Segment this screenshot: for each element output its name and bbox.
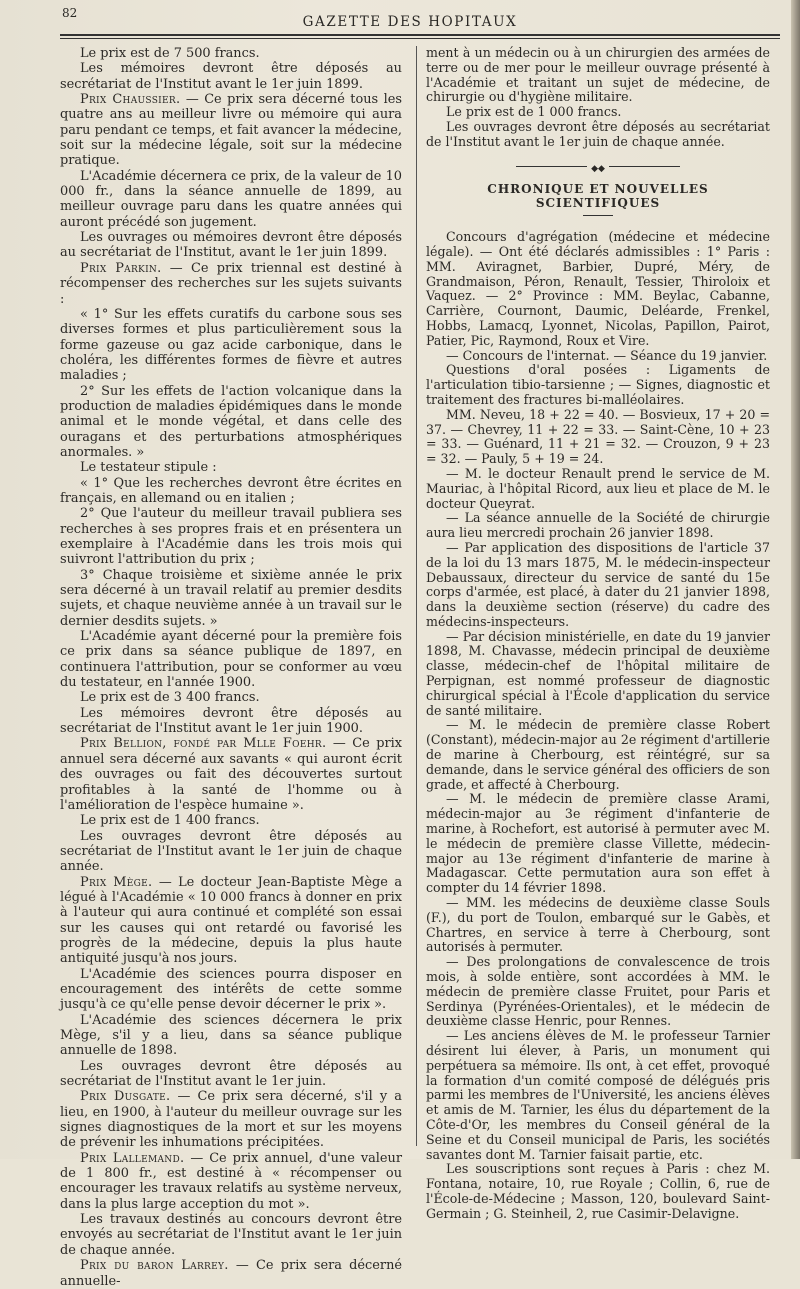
paragraph [60, 460, 402, 475]
paragraph-lead: Prix Mège. [80, 874, 153, 890]
paragraph-lead: Prix du baron Larrey. [80, 1258, 229, 1274]
section-title-rule [583, 215, 613, 216]
paragraph [60, 829, 402, 875]
paragraph-lead: Prix Bellion, fondé par Mlle Foehr. [80, 736, 327, 752]
paragraph-text: — Ce prix annuel, d'une valeur de 1 800 fr., est destiné à « récompenser ou encourager les travaux relatifs au système nerveux, dans la plus large acception du mot ». [60, 1150, 402, 1212]
paragraph [426, 46, 770, 105]
paragraph-text: — M. le docteur Renault prend le service de M. Mauriac, à l'hôpital Ricord, aux lieu et place de M. le docteur Queyrat. [426, 465, 770, 511]
paragraph [60, 568, 402, 629]
paragraph-text: L'Académie ayant décerné pour la première fois ce prix dans sa séance publique de 1897, en continuera l'attribution, pour se conformer au vœu du testateur, en l'année 1900. [60, 629, 402, 691]
paragraph-text: MM. Neveu, 18 + 22 = 40. — Bosvieux, 17 + 20 = 37. — Chevrey, 11 + 22 = 33. — Saint-Cène, 10 + 23 = 33. — Guénard, 11 + 21 = 32. — Crouzon, 9 + 23 = 32. — Pauly, 5 + 19 = 24. [426, 406, 770, 467]
paragraph [60, 506, 402, 567]
paragraph [60, 384, 402, 461]
paragraph [426, 105, 770, 120]
paragraph [426, 230, 770, 348]
paragraph-lead: Prix Dusgate. [80, 1089, 171, 1105]
paragraph [426, 363, 770, 407]
paragraph-text: — Les anciens élèves de M. le professeur Tarnier désirent lui élever, à Paris, un monument qui perpétuera sa mémoire. Ils ont, à cet effet, provoqué la formation d'un comité composé de délégués pris parmi les membres de l'Université, les anciens élèves et amis de M. Tarnier, les élus du département de la Côte-d'Or, les membres du Conseil général de la Seine et du Conseil municipal de Paris, les sociétés savantes dont M. Tarnier faisait partie, etc. [426, 1028, 770, 1162]
running-header: GAZETTE DES HOPITAUX [302, 14, 518, 30]
paragraph-text: — M. le médecin de première classe Arami, médecin-major au 3e régiment d'infanterie de marine, à Rochefort, est autorisé à permuter avec M. le médecin de première classe Villette, médecin-major au 13e régiment d'infanterie de marine à Madagascar. Cette permutation aura son effet à compter du 14 février 1898. [426, 791, 770, 896]
paragraph [426, 896, 770, 955]
paragraph [60, 967, 402, 1013]
paragraph-text: Le prix est de 7 500 francs. [80, 46, 260, 61]
paragraph-text: Le prix est de 1 000 francs. [446, 104, 622, 120]
header-rule-thin [60, 38, 780, 39]
page-edge-shadow [791, 0, 800, 1159]
paragraph [426, 408, 770, 467]
paragraph-text: Concours d'agrégation (médecine et médecine légale). — Ont été déclarés admissibles : 1° Paris : MM. Aviragnet, Barbier, Dupré, Méry, de Grandmaison, Péron, Renault, Tessier, Thiroloix et Vaquez. — 2° Province : MM. Beylac, Cabanne, Carrière, Cournont, Daumic, Deléarde, Frenkel, Hobbs, Lamacq, Lyonnet, Nicolas, Papillon, Pairot, Patier, Pic, Raymond, Roux et Vire. [426, 229, 770, 348]
right-column [426, 46, 770, 1222]
paragraph [60, 875, 402, 967]
paragraph-text: — Par décision ministérielle, en date du 19 janvier 1898, M. Chavasse, médecin principal de deuxième classe, médecin-chef de l'hôpital militaire de Perpignan, est nommé professeur de diagnostic chirurgical spécial à l'École d'application du service de santé militaire. [426, 628, 770, 718]
paragraph-text: Les travaux destinés au concours devront être envoyés au secrétariat de l'Institut avant le 1er juin de chaque année. [60, 1212, 402, 1258]
paragraph [60, 1151, 402, 1212]
paragraph-text: — Par application des dispositions de l'article 37 de la loi du 13 mars 1875, M. le médecin-inspecteur Debaussaux, directeur du service de santé du 15e corps d'armée, est placé, à dater du 21 janvier 1898, dans la deuxième section (réserve) du cadre des médecins-inspecteurs. [426, 539, 770, 629]
paragraph-lead: Prix Chaussier. [80, 92, 181, 108]
paragraph [60, 629, 402, 690]
paragraph [60, 1212, 402, 1258]
paragraph [60, 307, 402, 384]
paragraph-text: — Ce prix sera décerné, s'il y a lieu, en 1900, à l'auteur du meilleur ouvrage sur les signes diagnostiques de la mort et sur les moyens de prévenir les inhumations précipitées. [60, 1089, 402, 1151]
paragraph-text: — Ce prix sera décerné annuelle- [60, 1258, 403, 1289]
paragraph [60, 46, 402, 61]
paragraph-text: « 1° Sur les effets curatifs du carbone sous ses diverses formes et plus particulièrement sous la forme gazeuse ou gaz acide carbonique, dans le choléra, les différentes formes de fièvre et autres maladies ; [60, 306, 402, 384]
page-number: 82 [62, 6, 78, 20]
paragraph-text: Les souscriptions sont reçues à Paris : chez M. Fontana, notaire, 10, rue Royale ; Collin, 6, rue de l'École-de-Médecine ; Masson, 120, boulevard Saint-Germain ; G. Steinheil, 2, rue Casimir-Delavigne. [426, 1161, 770, 1221]
paragraph-text: Le prix est de 1 400 francs. [80, 813, 260, 829]
paragraph-text: 2° Que l'auteur du meilleur travail publiera ses recherches à ses propres frais et en présentera un exemplaire à l'Académie dans les trois mois qui suivront l'attribution du prix ; [60, 506, 402, 568]
paragraph [426, 718, 770, 792]
paragraph [60, 813, 402, 828]
left-column [60, 46, 402, 1289]
paragraph-text: L'Académie décernera ce prix, de la valeur de 10 000 fr., dans la séance annuelle de 1899, au meilleur ouvrage paru dans les quatre années qui auront précédé son jugement. [60, 168, 402, 230]
paragraph [60, 1258, 402, 1289]
paragraph-text: — M. le médecin de première classe Robert (Constant), médecin-major au 2e régiment d'artillerie de marine à Cherbourg, est réintégré, sur sa demande, dans le service général des officiers de son grade, et affecté à Cherbourg. [426, 717, 770, 792]
paragraph-text: Les mémoires devront être déposés au secrétariat de l'Institut avant le 1er juin 1900. [60, 705, 402, 737]
paragraph [60, 261, 402, 307]
paragraph [426, 630, 770, 719]
paragraph [60, 61, 402, 92]
paragraph [426, 1162, 770, 1221]
paragraph-text: — Concours de l'internat. — Séance du 19 janvier. [446, 347, 768, 363]
paragraph-text: — Des prolongations de convalescence de trois mois, à solde entière, sont accordées à MM. le médecin de première classe Fruitet, pour Paris et Serdinya (Pyrénées-Orientales), et le médecin de deuxième classe Henric, pour Rennes. [426, 954, 770, 1029]
paragraph [60, 690, 402, 705]
paragraph [60, 1089, 402, 1150]
paragraph-text: — Ce prix sera décerné tous les quatre ans au meilleur livre ou mémoire qui aura paru pendant ce temps, et fait avancer la médecine, soit sur la médecine légale, soit sur la médecine pratique. [60, 92, 402, 169]
paragraph [426, 792, 770, 896]
paragraph-text: — Ce prix triennal est destiné à récompenser des recherches sur les sujets suivants : [60, 260, 403, 307]
paragraph-text: Les mémoires devront être déposés au secrétariat de l'Institut avant le 1er juin 1899. [60, 61, 402, 92]
paragraph-text: Les ouvrages devront être déposés au secrétariat de l'Institut avant le 1er juin de chaque année. [60, 828, 402, 875]
paragraph [60, 230, 402, 261]
right-column-news [426, 230, 770, 1221]
paragraph-text: — Le docteur Jean-Baptiste Mège a légué à l'Académie « 10 000 francs à donner en prix à l'auteur qui aura continué et complété son essai sur les causes qui ont retardé ou favorisé les progrès de la médecine, depuis la plus haute antiquité jusqu'à nos jours. [60, 874, 403, 967]
paragraph [426, 349, 770, 364]
paragraph [426, 955, 770, 1029]
paragraph [426, 511, 770, 541]
paragraph-text: Les ouvrages devront être déposés au secrétariat de l'Institut avant le 1er juin. [60, 1058, 402, 1090]
paragraph [426, 120, 770, 150]
paragraph-text: Le testateur stipule : [80, 460, 217, 476]
paragraph-text: ment à un médecin ou à un chirurgien des armées de terre ou de mer pour le meilleur ouvrage présenté à l'Académie et traitant un sujet de médecine, de chirurgie ou d'hygiène militaire. [426, 45, 770, 105]
paragraph-text: — MM. les médecins de deuxième classe Souls (F.), du port de Toulon, embarqué sur le Gabès, et Chartres, en service à terre à Cherbourg, sont autorisés à permuter. [426, 895, 770, 955]
paragraph-lead: Prix Parkin. [80, 260, 162, 276]
paragraph-text: Les ouvrages devront être déposés au secrétariat de l'Institut avant le 1er juin de chaque année. [426, 118, 770, 149]
paragraph-text: « 1° Que les recherches devront être écrites en français, en allemand ou en italien ; [60, 475, 402, 506]
section-title: CHRONIQUE ET NOUVELLES SCIENTIFIQUES [487, 181, 709, 211]
paragraph [60, 706, 402, 737]
paragraph [60, 92, 402, 169]
paragraph-text: 3° Chaque troisième et sixième année le prix sera décerné à un travail relatif au premier desdits sujets, et chaque neuvième année à un travail sur le dernier desdits sujets. » [60, 567, 402, 629]
paragraph-text: Les ouvrages ou mémoires devront être déposés au secrétariat de l'Institut, avant le 1er juin 1899. [60, 230, 402, 261]
paragraph [426, 541, 770, 630]
paragraph [60, 1059, 402, 1090]
paragraph [60, 169, 402, 230]
paragraph-text: Questions d'oral posées : Ligaments de l'articulation tibio-tarsienne ; — Signes, diagnostic et traitement des fractures bi-malléolaires. [426, 362, 770, 407]
paragraph-text: L'Académie des sciences décernera le prix Mège, s'il y a lieu, dans sa séance publique annuelle de 1898. [60, 1012, 402, 1059]
section-ornament: ◆◆ [426, 160, 770, 172]
paragraph [426, 467, 770, 511]
right-column-top [426, 46, 770, 150]
header-rule-thick [60, 34, 780, 36]
paragraph-text: 2° Sur les effets de l'action volcanique dans la production de maladies épidémiques dans le monde animal et le monde végétal, et dans celle des ouragans et des perturbations atmosphériques anormales. » [60, 383, 402, 460]
paragraph [60, 736, 402, 813]
paragraph-text: Le prix est de 3 400 francs. [80, 690, 260, 706]
paragraph-lead: Prix Lallemand. [80, 1150, 185, 1166]
column-divider [416, 46, 417, 1146]
paragraph-text: L'Académie des sciences pourra disposer en encouragement des intérêts de cette somme jusqu'à ce qu'elle pense devoir décerner le prix ». [60, 966, 402, 1013]
paragraph [60, 476, 402, 507]
paragraph [60, 1013, 402, 1059]
paragraph [426, 1029, 770, 1162]
paragraph-text: — La séance annuelle de la Société de chirurgie aura lieu mercredi prochain 26 janvier 1898. [426, 510, 770, 541]
paragraph-text: — Ce prix annuel sera décerné aux savants « qui auront écrit des ouvrages ou fait des découvertes surtout profitables à la santé de l'homme ou à l'amélioration de l'espèce humaine ». [60, 736, 402, 813]
